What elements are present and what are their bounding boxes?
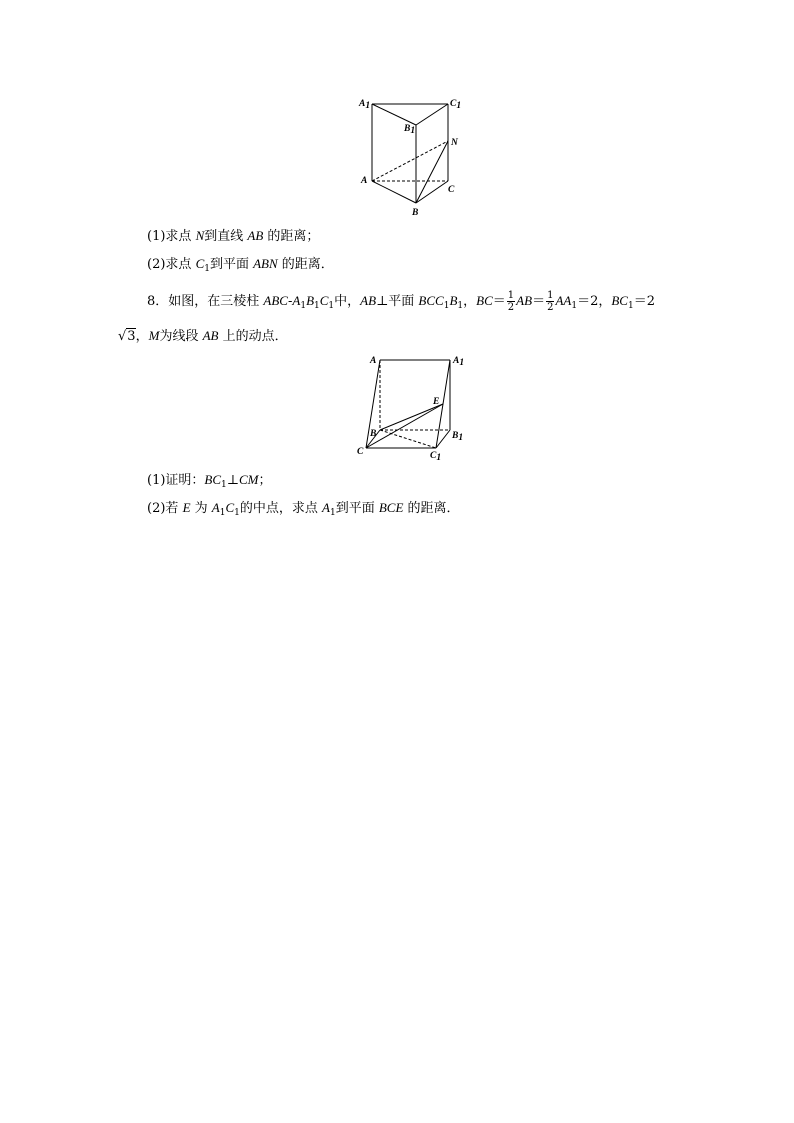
label-e: E [433,397,440,407]
segment-an-hidden [372,141,448,181]
sqrt-three: √3 [118,329,136,344]
segment-bn [416,141,448,203]
segment-ce [366,404,443,448]
label-b: B [370,429,377,439]
label-a: A [361,176,368,186]
label-c1: C1 [450,99,462,111]
q8-part1: (1)证明：$BC_1\perp CM$； [147,472,272,490]
fraction-one-half-1: $\frac{1}{2}$ [507,290,515,313]
label-b1: B1 [404,124,416,136]
label-c1: C1 [430,451,442,463]
segment-be [380,404,443,430]
figure-prism-1 [355,95,470,220]
figure-prism-2 [352,352,472,464]
prism-2-svg [352,352,472,464]
label-a: A [370,356,377,366]
label-a1: A1 [453,356,465,368]
q8-stem-line2: √3，M为线段 AB 上的动点． [118,328,288,344]
q8-part2: (2)若 E 为 $A_1C_1$的中点，求点 $A_1$到平面 BCE 的距离． [147,500,460,518]
label-n: N [451,138,458,148]
edge-b1c1 [416,104,448,125]
label-b: B [412,208,419,218]
q7-part1: (1)求点 N到直线 AB 的距离； [147,228,320,244]
edge-a1b1 [372,104,416,125]
label-c: C [448,185,455,195]
label-a1: A1 [359,99,371,111]
edge-ab [372,181,416,203]
q7-part2: (2)求点 $C_1$到平面 ABN 的距离． [147,256,334,274]
edge-bc [416,181,448,203]
prism-1-svg [355,95,470,220]
q8-stem-line1: 8．如图，在三棱柱 ABC-$A_1B_1C_1$中，AB⊥平面 $BCC_1B_1$，BC＝ $\frac{1}{2}$ AB＝ $\frac{1}{2}$ $AA_1=2$，$BC_1=2$ [147,290,655,313]
fraction-one-half-2: $\frac{1}{2}$ [547,290,554,313]
label-b1: B1 [452,431,464,443]
label-c: C [357,447,364,457]
segment-bc1-hidden [380,430,436,448]
